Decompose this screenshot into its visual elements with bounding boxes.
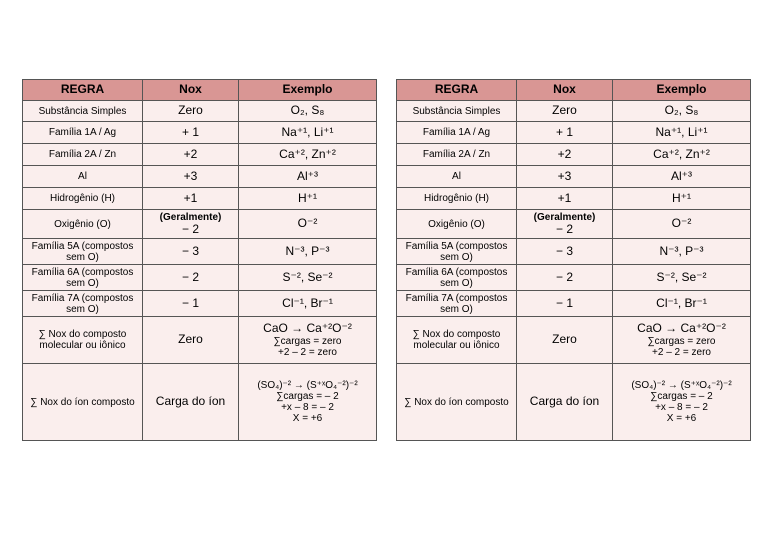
table-row [397, 144, 751, 166]
rule-cell: Família 1A / Ag [23, 122, 143, 144]
rule-cell: Família 6A (compostos sem O) [397, 265, 517, 291]
rule-cell: Família 7A (compostos sem O) [23, 291, 143, 317]
rule-cell: Família 1A / Ag [397, 122, 517, 144]
example-line: ∑cargas = – 2 [650, 391, 713, 402]
nox-cell: − 2 [517, 265, 613, 291]
table-row [23, 210, 377, 239]
nox-cell: + 1 [517, 122, 613, 144]
example-line: (SO₄)⁻² → (S⁺ˣO₄⁻²)⁻² [257, 380, 358, 391]
table-row [397, 291, 751, 317]
example-cell [613, 317, 751, 364]
table-row [23, 144, 377, 166]
table-row [397, 210, 751, 239]
rule-cell: Substância Simples [397, 101, 517, 122]
nox-cell: − 1 [517, 291, 613, 317]
rule-cell: Família 5A (compostos sem O) [397, 239, 517, 265]
nox-cell: +3 [517, 166, 613, 188]
rule-cell: Al [397, 166, 517, 188]
rule-cell: Família 7A (compostos sem O) [397, 291, 517, 317]
rule-cell: Família 5A (compostos sem O) [23, 239, 143, 265]
table-row [397, 166, 751, 188]
nox-cell: Zero [517, 317, 613, 364]
example-line: +x – 8 = – 2 [655, 402, 708, 413]
table-row [23, 101, 377, 122]
header-rule: REGRA [23, 80, 143, 101]
example-line: CaO → Ca⁺²O⁻² [263, 321, 352, 336]
rule-cell: ∑ Nox do íon composto [397, 364, 517, 441]
table-row [397, 364, 751, 441]
table-row [23, 166, 377, 188]
rule-cell: Hidrogênio (H) [397, 188, 517, 210]
table-row [397, 317, 751, 364]
example-cell: Cl⁻¹, Br⁻¹ [613, 291, 751, 317]
table-row [23, 122, 377, 144]
rule-cell: Al [23, 166, 143, 188]
example-cell [239, 364, 377, 441]
table-row [23, 265, 377, 291]
example-cell: H⁺¹ [239, 188, 377, 210]
nox-cell: Carga do íon [517, 364, 613, 441]
nox-cell: +3 [143, 166, 239, 188]
table-row [23, 364, 377, 441]
example-line: X = +6 [292, 413, 323, 424]
example-cell: Cl⁻¹, Br⁻¹ [239, 291, 377, 317]
header-example: Exemplo [239, 80, 377, 101]
table-row [397, 265, 751, 291]
nox-cell: +2 [143, 144, 239, 166]
example-cell: Al⁺³ [239, 166, 377, 188]
example-cell: Na⁺¹, Li⁺¹ [239, 122, 377, 144]
example-line: X = +6 [666, 413, 697, 424]
table-row [397, 188, 751, 210]
nox-rules-table-right [396, 79, 751, 441]
nox-note: (Geralmente) [533, 211, 596, 223]
nox-cell: Zero [517, 101, 613, 122]
example-line: ∑cargas = zero [647, 335, 716, 347]
nox-cell: +1 [143, 188, 239, 210]
nox-cell: Zero [143, 101, 239, 122]
nox-cell: − 1 [143, 291, 239, 317]
nox-cell [517, 210, 613, 239]
nox-cell: − 3 [517, 239, 613, 265]
table-row [23, 239, 377, 265]
example-cell: O₂, S₈ [613, 101, 751, 122]
rule-cell: Oxigênio (O) [397, 210, 517, 239]
example-cell: S⁻², Se⁻² [613, 265, 751, 291]
nox-cell [143, 210, 239, 239]
example-cell: Na⁺¹, Li⁺¹ [613, 122, 751, 144]
example-cell: H⁺¹ [613, 188, 751, 210]
example-line: CaO → Ca⁺²O⁻² [637, 321, 726, 336]
example-cell: Ca⁺², Zn⁺² [239, 144, 377, 166]
example-cell: Al⁺³ [613, 166, 751, 188]
nox-cell: − 3 [143, 239, 239, 265]
rule-cell: Substância Simples [23, 101, 143, 122]
rule-cell: Família 2A / Zn [397, 144, 517, 166]
nox-note: (Geralmente) [159, 211, 222, 223]
table-row [397, 122, 751, 144]
example-cell: O₂, S₈ [239, 101, 377, 122]
example-cell [239, 317, 377, 364]
rule-cell: Oxigênio (O) [23, 210, 143, 239]
example-cell [613, 364, 751, 441]
header-nox: Nox [517, 80, 613, 101]
rule-cell: Família 2A / Zn [23, 144, 143, 166]
table-row [23, 317, 377, 364]
table-row [23, 291, 377, 317]
example-cell: N⁻³, P⁻³ [239, 239, 377, 265]
table-row [397, 239, 751, 265]
example-cell: N⁻³, P⁻³ [613, 239, 751, 265]
example-line: ∑cargas = zero [273, 335, 342, 347]
example-line: (SO₄)⁻² → (S⁺ˣO₄⁻²)⁻² [631, 380, 732, 391]
example-line: +2 – 2 = zero [278, 346, 337, 358]
nox-cell: Zero [143, 317, 239, 364]
table-row [23, 188, 377, 210]
nox-cell: − 2 [143, 265, 239, 291]
example-cell: S⁻², Se⁻² [239, 265, 377, 291]
rule-cell: ∑ Nox do composto molecular ou iônico [23, 317, 143, 364]
nox-rules-table-left [22, 79, 377, 441]
nox-value: − 2 [555, 221, 573, 236]
example-cell: Ca⁺², Zn⁺² [613, 144, 751, 166]
example-line: +x – 8 = – 2 [281, 402, 334, 413]
nox-value: − 2 [181, 221, 199, 236]
header-example: Exemplo [613, 80, 751, 101]
nox-cell: + 1 [143, 122, 239, 144]
header-row [23, 80, 377, 101]
rule-cell: Hidrogênio (H) [23, 188, 143, 210]
nox-cell: +2 [517, 144, 613, 166]
example-line: ∑cargas = – 2 [276, 391, 339, 402]
example-line: +2 – 2 = zero [652, 346, 711, 358]
rule-cell: ∑ Nox do íon composto [23, 364, 143, 441]
rule-cell: Família 6A (compostos sem O) [23, 265, 143, 291]
nox-cell: Carga do íon [143, 364, 239, 441]
table-row [397, 101, 751, 122]
header-nox: Nox [143, 80, 239, 101]
header-row [397, 80, 751, 101]
header-rule: REGRA [397, 80, 517, 101]
example-cell: O⁻² [613, 210, 751, 239]
nox-cell: +1 [517, 188, 613, 210]
example-cell: O⁻² [239, 210, 377, 239]
rule-cell: ∑ Nox do composto molecular ou iônico [397, 317, 517, 364]
